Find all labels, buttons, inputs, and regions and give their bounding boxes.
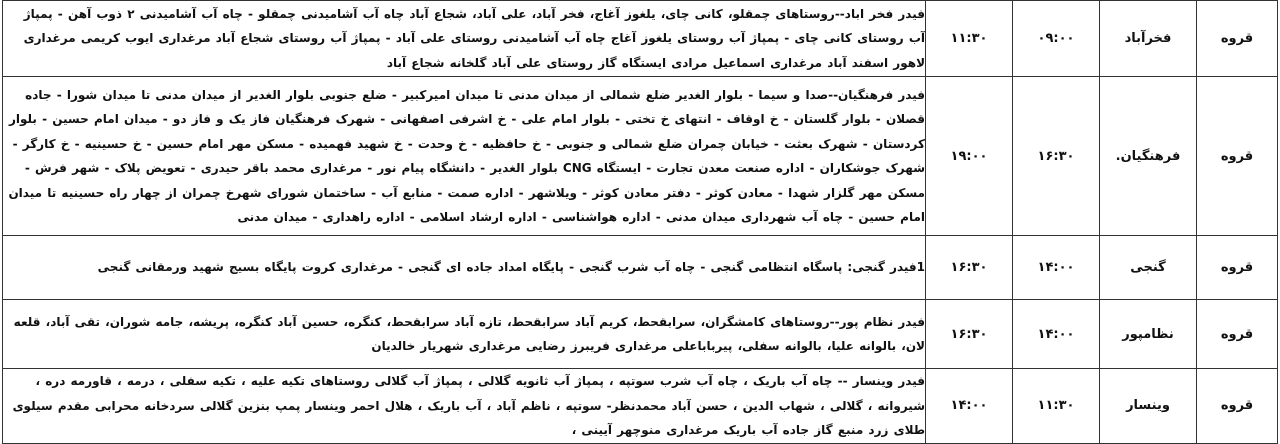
group-cell: قروه [1197, 300, 1278, 369]
feeder-cell: نظامپور [1100, 300, 1197, 369]
start-time-cell: ۱۴:۰۰ [1013, 236, 1100, 300]
end-time-cell: ۱۹:۰۰ [926, 77, 1013, 236]
start-time-cell: ۰۹:۰۰ [1013, 1, 1100, 77]
affected-areas-cell: فیدر فرهنگیان--صدا و سیما - بلوار الغدیر ضلع شمالی از میدان مدنی تا میدان امیرکبیر - ضلع جنوبی بلوار الغدیر از میدان مدنی تا میدان شورا - جاده قصلان - بلوار گلستان - خ اوقاف - انتهای خ تختی - بلوار امام علی - خ اشرفی اصفهانی - شهرک فرهنگیان فاز یک و فاز دو - میدان امام حسین - بلوار کردستان - شهرک بعثت - خیابان چمران ضلع شمالی و جنوبی - خ حافظیه - خ وحدت - خ شهید فهمیده - مسکن مهر امام حسین - خ حسینیه - خ کارگر - شهرک جوشکاران - اداره صنعت معدن تجارت - ایستگاه CNG بلوار الغدیر - دانشگاه پیام نور - مرغداری محمد باقر حیدری - تعویض پلاک - شهر فرش - مسکن مهر گلزار شهدا - معادن کوثر - دفتر معادن کوثر - ویلاشهر - اداره صمت - منابع آب - ساختمان شورای شهرخ چمران از چهار راه حسینیه تا میدان امام حسین - چاه آب شهرداری میدان مدنی - اداره هواشناسی - اداره ارشاد اسلامی - اداره راهداری - میدان مدنی [3, 77, 926, 236]
affected-areas-cell: 1فیدر گنجی: پاسگاه انتظامی گنجی - چاه آب شرب گنجی - پایگاه امداد جاده ای گنجی - مرغداری کروت پایگاه بسیج شهید ورمقانی گنجی [3, 236, 926, 300]
group-cell: قروه [1197, 369, 1278, 444]
start-time-cell: ۱۴:۰۰ [1013, 300, 1100, 369]
table-row [3, 236, 1278, 300]
table-row [3, 300, 1278, 369]
outage-schedule-table [2, 0, 1278, 444]
start-time-cell: ۱۶:۳۰ [1013, 77, 1100, 236]
table-row [3, 1, 1278, 77]
end-time-cell: ۱۶:۳۰ [926, 236, 1013, 300]
table-row [3, 77, 1278, 236]
affected-areas-cell: فیدر وینسار -- چاه آب باریک ، چاه آب شرب سوتپه ، پمپاژ آب ثانویه گلالی ، پمپاژ آب گلالی روستاهای تکیه علیه ، تکیه سفلی ، درمه ، قاورمه دره ، شیروانه ، گلالی ، شهاب الدین ، حسن آباد محمدنظر- سوتپه ، ناظم آباد ، آب باریک ، هلال احمر وینسار پمپ بنزین گلالی سردخانه محرابی مقدم سیلوی طلای زرد منبع گاز جاده آب باریک مرغداری منوچهر آیینی ، [3, 369, 926, 444]
feeder-cell: فخرآباد [1100, 1, 1197, 77]
feeder-cell: گنجی [1100, 236, 1197, 300]
affected-areas-cell: فیدر نظام پور--روستاهای کامشگران، سرابقحط، کریم آباد سرابقحط، تازه آباد سرابقحط، کنگره، حسین آباد کنگره، پریشه، جامه شوران، تقی آباد، قلعه لان، بالوانه علیا، بالوانه سفلی، پیربابا‌علی مرغداری فریبرز رضایی مرغداری شهریار خالدیان [3, 300, 926, 369]
feeder-cell: وینسار [1100, 369, 1197, 444]
group-cell: قروه [1197, 236, 1278, 300]
end-time-cell: ۱۶:۳۰ [926, 300, 1013, 369]
affected-areas-cell: فیدر فخر اباد--روستاهای چمقلو، کانی چای، یلغوز آغاج، فخر آباد، علی آباد، شجاع آباد چاه آب آشامیدنی چمقلو - چاه آب آشامیدنی ۲ ذوب آهن - پمپاژ آب روستای کانی چای - پمپاژ آب روستای یلغوز آغاج چاه آب آشامیدنی روستای علی آباد - پمپاژ آب روستای شجاع آباد مرغداری ایوب کریمی مرغداری لاهور اسفند آباد مرغداری اسماعیل مرادی ایستگاه گاز روستای علی آباد گلخانه شجاع آباد [3, 1, 926, 77]
table-row [3, 369, 1278, 444]
group-cell: قروه [1197, 1, 1278, 77]
end-time-cell: ۱۱:۳۰ [926, 1, 1013, 77]
feeder-cell: فرهنگیان. [1100, 77, 1197, 236]
end-time-cell: ۱۴:۰۰ [926, 369, 1013, 444]
start-time-cell: ۱۱:۳۰ [1013, 369, 1100, 444]
group-cell: قروه [1197, 77, 1278, 236]
